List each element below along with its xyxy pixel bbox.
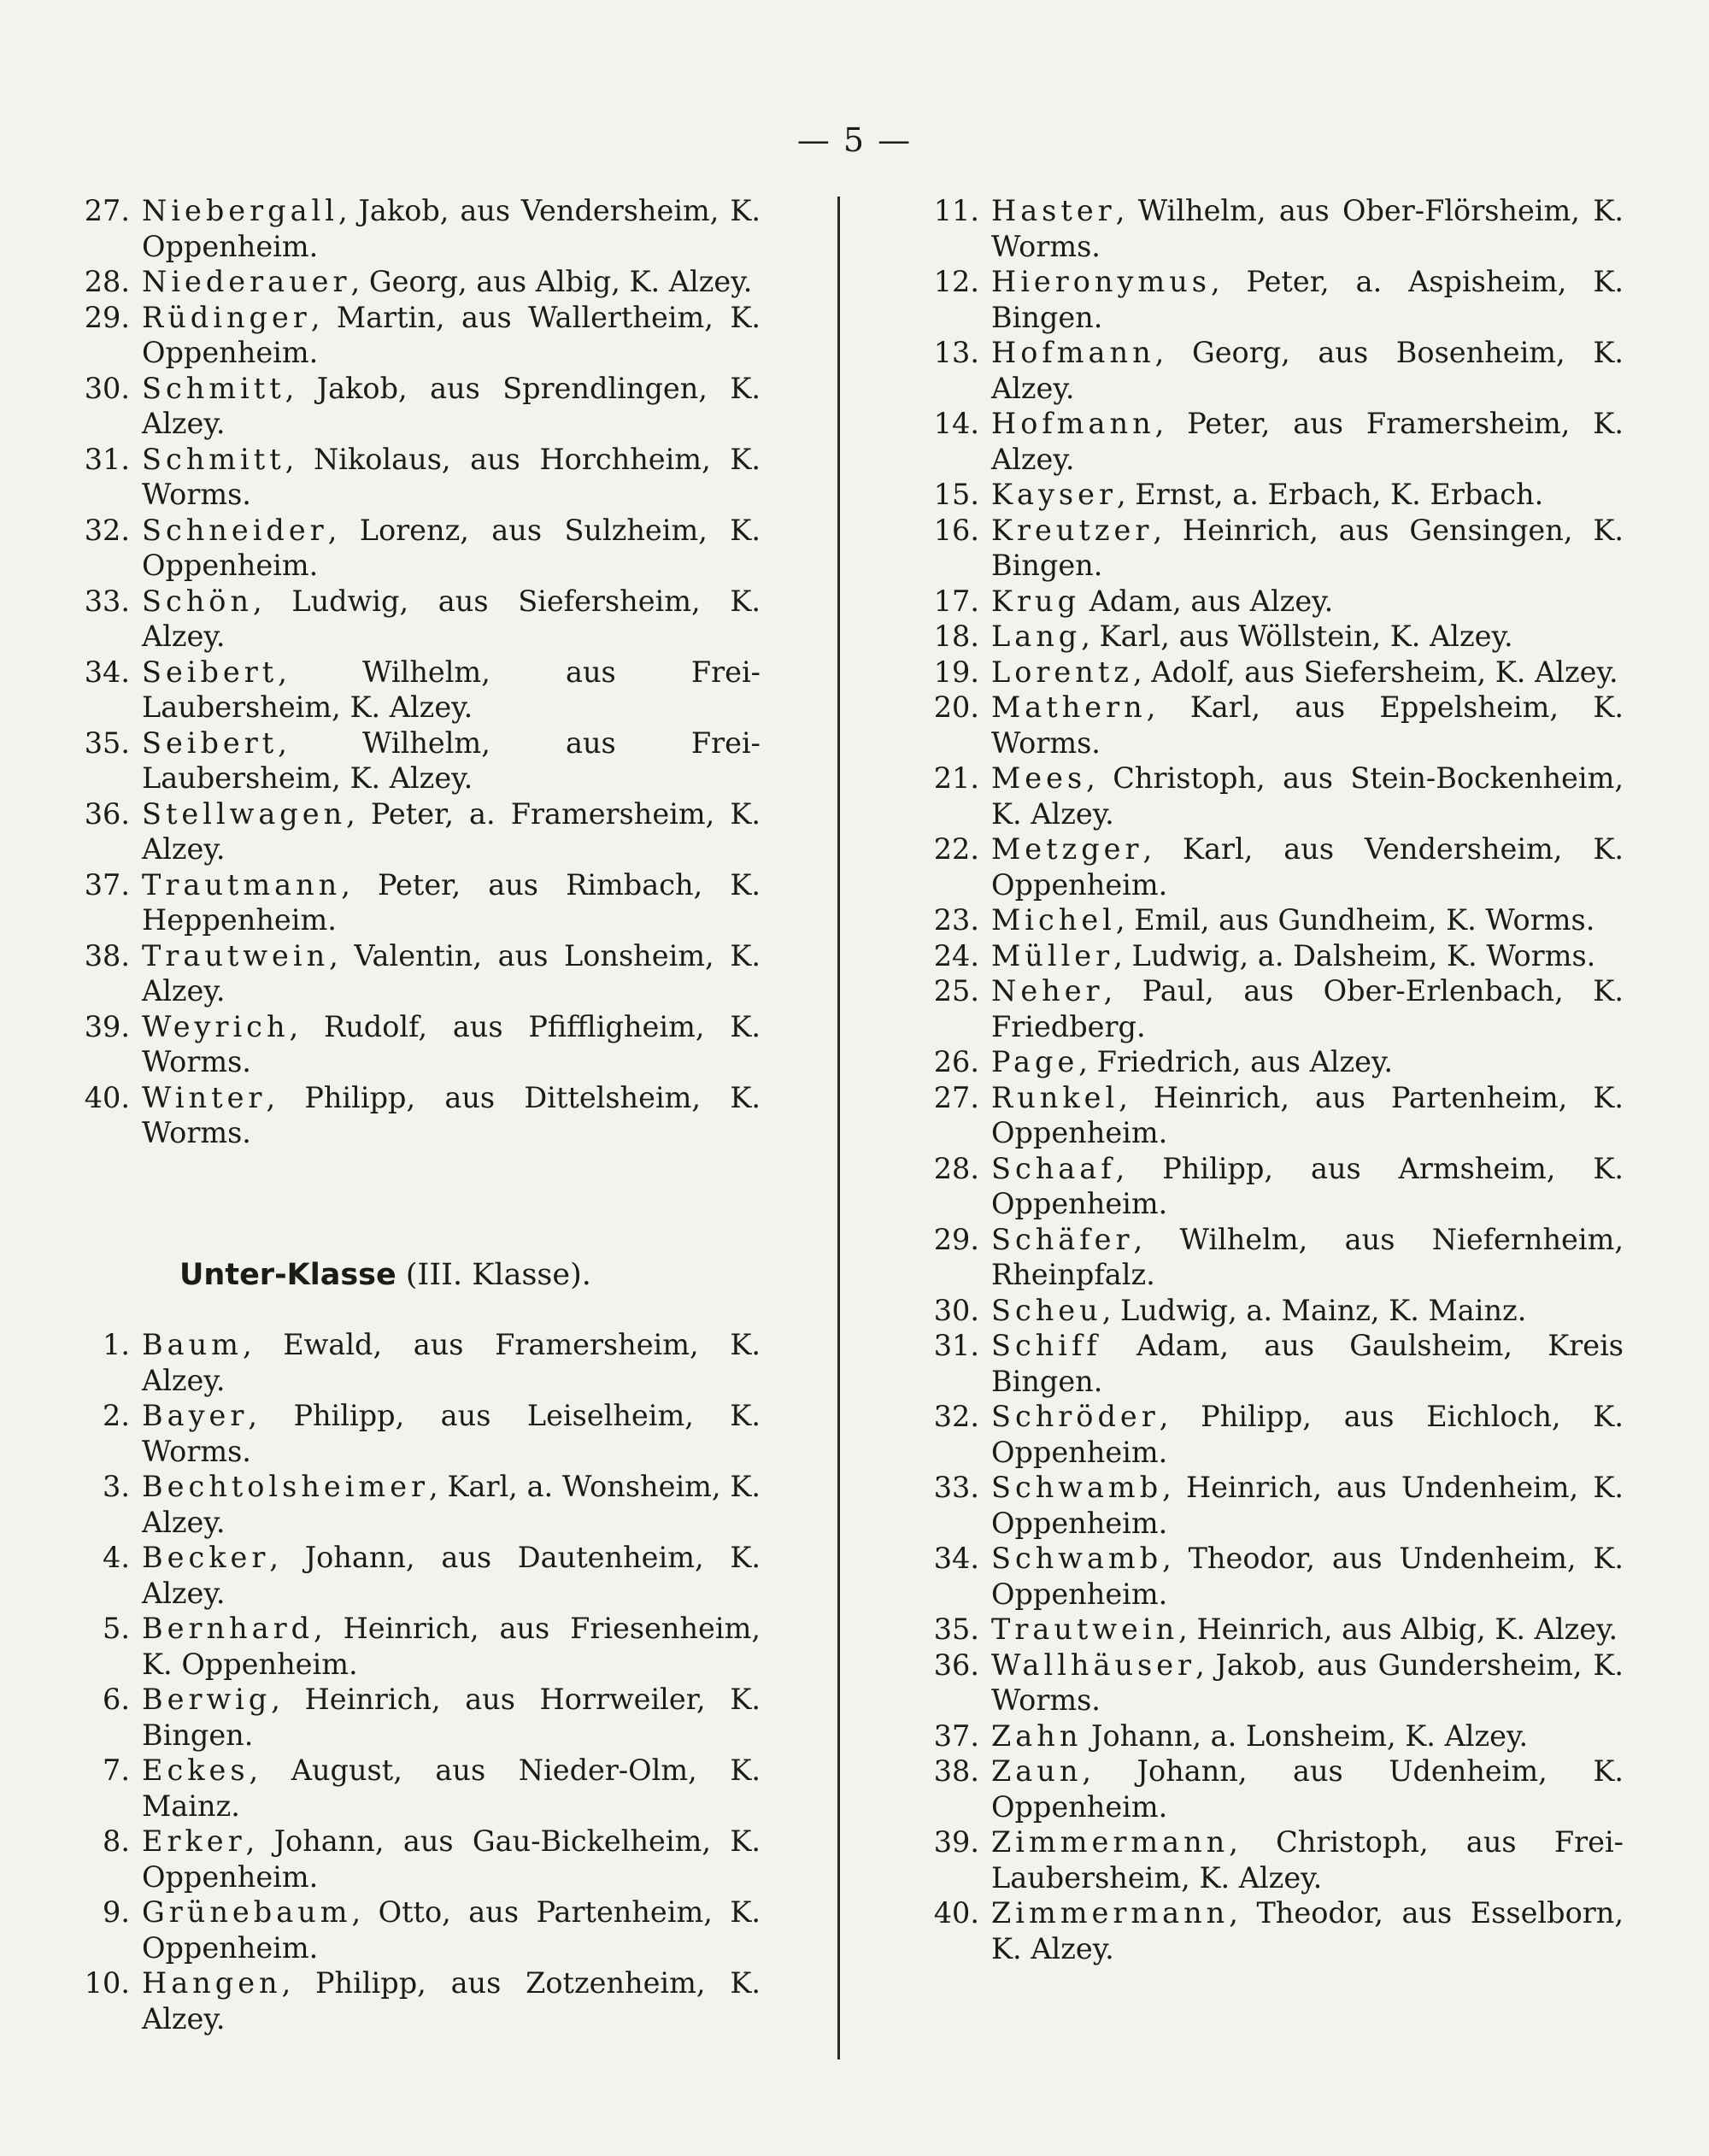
student-entry (68, 300, 761, 371)
entry-text (991, 1222, 1624, 1293)
entry-text (991, 831, 1624, 902)
entry-surname: Scheu (991, 1293, 1102, 1327)
entry-details: , Jakob, aus Vendersheim, K. Oppenheim. (142, 194, 761, 263)
entry-surname: Trautmann (142, 867, 342, 902)
entry-number: 11. (933, 194, 979, 227)
entry-text (142, 1824, 761, 1895)
entry-surname: Zahn (991, 1718, 1083, 1753)
entry-surname: Hofmann (991, 336, 1155, 369)
right-column (918, 193, 1624, 1966)
student-entry (918, 584, 1624, 620)
student-entry (918, 1328, 1624, 1399)
entry-number: 38. (84, 938, 130, 972)
entry-number: 16. (933, 513, 979, 547)
entry-text (991, 902, 1624, 938)
entry-surname: Schröder (991, 1400, 1160, 1433)
entry-details: , Valentin, aus Lonsheim, K. Alzey. (142, 938, 761, 1008)
entry-details: , Georg, aus Bosenheim, K. Alzey. (991, 336, 1624, 405)
entry-details: , Philipp, aus Dittelsheim, K. Worms. (142, 1080, 761, 1149)
entry-text (991, 1080, 1624, 1151)
entry-text (991, 1293, 1624, 1329)
entry-number: 8. (103, 1824, 130, 1858)
entry-details: , Johann, aus Dautenheim, K. Alzey. (142, 1541, 761, 1610)
entry-surname: Zimmermann (991, 1896, 1230, 1930)
entry-details: , Ludwig, a. Dalsheim, K. Worms. (1113, 938, 1596, 972)
entry-number: 19. (933, 655, 979, 689)
entry-details: , Philipp, aus Eichloch, K. Oppenheim. (991, 1400, 1624, 1469)
entry-surname: Lang (991, 620, 1082, 653)
student-entry (918, 1612, 1624, 1648)
entry-details: Johann, a. Lonsheim, K. Alzey. (1082, 1718, 1529, 1753)
entry-text (142, 300, 761, 371)
entry-number: 28. (84, 265, 130, 298)
entry-surname: Zimmermann (991, 1825, 1230, 1859)
entry-number: 3. (103, 1470, 130, 1503)
entry-details: , Philipp, aus Leiselheim, K. Worms. (142, 1399, 761, 1468)
student-entry (918, 1399, 1624, 1470)
entry-text (991, 406, 1624, 477)
student-entry (68, 1080, 761, 1151)
entry-text (991, 938, 1624, 974)
student-entry (68, 726, 761, 796)
page-number: — 5 — (796, 121, 913, 159)
entry-surname: Michel (991, 903, 1116, 937)
entry-number: 33. (933, 1471, 979, 1504)
student-entry (918, 1222, 1624, 1293)
student-entry (918, 193, 1624, 264)
entry-number: 17. (933, 584, 979, 618)
entry-surname: Rüdinger (142, 300, 311, 334)
entry-surname: Bechtolsheimer (142, 1470, 430, 1503)
entry-details: , Otto, aus Partenheim, K. Oppenheim. (142, 1895, 761, 1965)
entry-text (142, 442, 761, 513)
entry-number: 35. (84, 726, 130, 760)
entry-details: , Karl, aus Vendersheim, K. Oppenheim. (991, 832, 1624, 902)
student-entry (68, 1009, 761, 1080)
entry-text (142, 1327, 761, 1398)
entry-number: 36. (933, 1648, 979, 1682)
student-entry (68, 796, 761, 867)
entry-text (991, 1470, 1624, 1541)
entry-text (142, 1753, 761, 1824)
entry-surname: Trautwein (142, 938, 330, 972)
student-entry (918, 973, 1624, 1044)
entry-details: , Lorenz, aus Sulzheim, K. Oppenheim. (142, 513, 761, 582)
entry-details: , Martin, aus Wallertheim, K. Oppenheim. (142, 300, 761, 369)
entry-text (991, 1328, 1624, 1399)
entry-details: , Heinrich, aus Friesenheim, K. Oppenheim. (142, 1612, 761, 1681)
student-entry (68, 655, 761, 726)
entry-details: , Karl, aus Eppelsheim, K. Worms. (991, 690, 1624, 760)
student-entry (918, 1044, 1624, 1080)
student-entry (68, 1753, 761, 1824)
student-entry (918, 902, 1624, 938)
student-entry (918, 1151, 1624, 1222)
entry-surname: Kayser (991, 478, 1117, 511)
entry-text (991, 335, 1624, 406)
entry-text (142, 1080, 761, 1151)
entry-text (142, 1398, 761, 1469)
entry-surname: Stellwagen (142, 796, 347, 831)
entry-number: 2. (103, 1399, 130, 1432)
entry-number: 32. (933, 1400, 979, 1433)
entry-text (991, 513, 1624, 584)
student-entry (68, 1965, 761, 2036)
student-entry (68, 1611, 761, 1682)
entry-surname: Zaun (991, 1754, 1083, 1788)
entry-text (142, 1540, 761, 1611)
entry-details: , Ewald, aus Framersheim, K. Alzey. (142, 1328, 761, 1397)
entry-details: , Philipp, aus Zotzenheim, K. Alzey. (142, 1966, 761, 2036)
entry-surname: Becker (142, 1541, 270, 1574)
entry-surname: Metzger (991, 832, 1143, 866)
entry-details: , Christoph, aus Stein-Bockenheim, K. Alzey. (991, 761, 1624, 831)
entry-surname: Schmitt (142, 371, 285, 405)
student-entry (918, 690, 1624, 761)
entry-text (142, 584, 761, 655)
entry-surname: Mees (991, 761, 1087, 795)
entry-surname: Schäfer (991, 1222, 1134, 1256)
entry-details: , Theodor, aus Undenheim, K. Oppenheim. (991, 1542, 1624, 1611)
entry-number: 14. (933, 407, 979, 440)
entry-details: , Nikolaus, aus Horchheim, K. Worms. (142, 442, 761, 511)
entry-details: , Georg, aus Albig, K. Alzey. (350, 265, 753, 298)
student-entry (918, 477, 1624, 513)
student-entry (68, 193, 761, 264)
student-entry (68, 584, 761, 655)
entry-text (142, 1009, 761, 1080)
entry-surname: Schön (142, 584, 254, 618)
entry-details: , Adolf, aus Siefersheim, K. Alzey. (1132, 655, 1618, 689)
student-entry (918, 264, 1624, 335)
entry-text (991, 1044, 1624, 1080)
entry-text (142, 867, 761, 938)
student-entry (68, 867, 761, 938)
student-entry (918, 1541, 1624, 1612)
entry-details: Adam, aus Alzey. (1080, 584, 1334, 618)
entry-details: , Heinrich, aus Horrweiler, K. Bingen. (142, 1683, 761, 1752)
student-entry (68, 1895, 761, 1965)
entry-surname: Schwamb (991, 1542, 1163, 1575)
entry-number: 37. (933, 1718, 979, 1753)
entry-details: , Peter, a. Aspisheim, K. Bingen. (991, 265, 1624, 334)
entry-details: , Ludwig, a. Mainz, K. Mainz. (1101, 1293, 1527, 1327)
entry-surname: Runkel (991, 1080, 1119, 1114)
student-entry (918, 1293, 1624, 1329)
entry-number: 35. (933, 1613, 979, 1646)
entry-details: , Peter, aus Rimbach, K. Heppenheim. (142, 867, 761, 937)
entry-number: 36. (84, 796, 130, 831)
entry-details: , Karl, aus Wöllstein, K. Alzey. (1081, 620, 1513, 653)
entry-surname: Erker (142, 1824, 246, 1858)
entry-details: , Rudolf, aus Pfiffligheim, K. Worms. (142, 1009, 761, 1078)
entry-details: , Wilhelm, aus Niefernheim, Rheinpfalz. (991, 1222, 1624, 1291)
student-entry (918, 1754, 1624, 1824)
entry-details: , Jakob, aus Sprendlingen, K. Alzey. (142, 371, 761, 440)
entry-surname: Baum (142, 1328, 243, 1361)
entry-number: 24. (933, 938, 979, 972)
student-entry (918, 1080, 1624, 1151)
entry-number: 21. (933, 761, 979, 795)
student-entry (918, 619, 1624, 655)
entry-surname: Schneider (142, 513, 328, 547)
entry-text (991, 477, 1624, 513)
entry-text (991, 1754, 1624, 1824)
student-entry (918, 761, 1624, 831)
entry-text (142, 264, 761, 300)
entry-text (991, 1151, 1624, 1222)
entry-number: 32. (84, 513, 130, 547)
section-title: Unter-Klasse (179, 1257, 396, 1292)
column-divider (837, 197, 840, 2059)
entry-surname: Grünebaum (142, 1895, 352, 1929)
entry-text (142, 513, 761, 584)
student-entry (68, 1682, 761, 1753)
student-entry (918, 406, 1624, 477)
entry-text (991, 973, 1624, 1044)
entry-surname: Schaaf (991, 1151, 1116, 1185)
student-entry (918, 655, 1624, 690)
entry-details: , Wilhelm, aus Frei-Laubersheim, K. Alzey. (142, 655, 761, 724)
entry-details: , Philipp, aus Armsheim, K. Oppenheim. (991, 1151, 1624, 1220)
entry-number: 25. (933, 974, 979, 1008)
entry-details: , Jakob, aus Gundersheim, K. Worms. (991, 1648, 1624, 1717)
entry-surname: Seibert (142, 726, 279, 760)
student-entry (918, 938, 1624, 974)
entry-surname: Hangen (142, 1966, 282, 2000)
entry-details: , Theodor, aus Esselborn, K. Alzey. (991, 1896, 1624, 1965)
entry-number: 31. (933, 1329, 979, 1362)
student-entry (68, 1398, 761, 1469)
entry-text (142, 1469, 761, 1540)
entry-details: , Peter, aus Framersheim, K. Alzey. (991, 407, 1624, 476)
student-entry (918, 335, 1624, 406)
entry-surname: Hofmann (991, 407, 1155, 440)
entry-details: Adam, aus Gaulsheim, Kreis Bingen. (991, 1329, 1624, 1398)
entry-details: , Ernst, a. Erbach, K. Erbach. (1116, 478, 1544, 511)
student-entry (918, 1470, 1624, 1541)
entry-text (991, 1541, 1624, 1612)
entry-details: , Emil, aus Gundheim, K. Worms. (1115, 903, 1595, 937)
entry-number: 26. (933, 1045, 979, 1078)
entry-text (142, 726, 761, 796)
entry-surname: Neher (991, 974, 1104, 1008)
entry-number: 30. (84, 371, 130, 405)
entry-text (991, 1718, 1624, 1754)
entry-surname: Schwamb (991, 1471, 1163, 1504)
entry-text (991, 1824, 1624, 1895)
entry-number: 22. (933, 832, 979, 866)
entry-number: 27. (933, 1080, 979, 1114)
entry-surname: Schiff (991, 1329, 1101, 1362)
student-entry (68, 1327, 761, 1398)
entry-surname: Lorentz (991, 655, 1133, 689)
student-entry (918, 831, 1624, 902)
entry-surname: Mathern (991, 690, 1147, 724)
student-entry (68, 1824, 761, 1895)
entry-number: 7. (103, 1754, 130, 1787)
entry-text (142, 1611, 761, 1682)
entry-text (142, 1965, 761, 2036)
entry-details: , Karl, a. Wonsheim, K. Alzey. (142, 1470, 761, 1539)
entry-text (991, 1612, 1624, 1648)
entry-text (991, 619, 1624, 655)
entry-surname: Niebergall (142, 194, 338, 227)
student-entry (68, 1540, 761, 1611)
entry-text (991, 264, 1624, 335)
entry-number: 27. (84, 194, 130, 227)
left-column (68, 193, 761, 2036)
entry-number: 6. (103, 1683, 130, 1716)
entry-surname: Weyrich (142, 1009, 290, 1043)
student-entry (68, 371, 761, 442)
entry-surname: Eckes (142, 1754, 250, 1787)
entry-number: 1. (103, 1328, 130, 1361)
entry-surname: Bayer (142, 1399, 249, 1432)
entry-details: , August, aus Nieder-Olm, K. Mainz. (142, 1754, 761, 1823)
entry-text (991, 655, 1624, 690)
entry-number: 39. (933, 1825, 979, 1859)
entry-text (991, 1648, 1624, 1718)
entry-number: 40. (933, 1896, 979, 1930)
student-entry (918, 1824, 1624, 1895)
entry-details: , Wilhelm, aus Frei-Laubersheim, K. Alzey. (142, 726, 761, 795)
entry-surname: Seibert (142, 655, 279, 689)
entry-text (142, 655, 761, 726)
section-subtitle: (III. Klasse). (396, 1257, 591, 1292)
entry-details: , Heinrich, aus Gensingen, K. Bingen. (991, 513, 1624, 582)
entry-surname: Trautwein (991, 1613, 1179, 1646)
entry-number: 37. (84, 867, 130, 902)
entry-number: 39. (84, 1009, 130, 1043)
student-entry (918, 513, 1624, 584)
entry-text (142, 193, 761, 264)
entry-text (991, 193, 1624, 264)
entry-number: 12. (933, 265, 979, 298)
entry-surname: Hieronymus (991, 265, 1211, 298)
entry-details: , Christoph, aus Frei-Laubersheim, K. Alzey. (991, 1825, 1624, 1895)
entry-surname: Haster (991, 194, 1116, 227)
entry-number: 18. (933, 620, 979, 653)
entry-details: , Johann, aus Udenheim, K. Oppenheim. (991, 1754, 1624, 1824)
entry-surname: Schmitt (142, 442, 285, 476)
entry-text (142, 1682, 761, 1753)
entry-surname: Page (991, 1045, 1079, 1078)
entry-number: 40. (84, 1080, 130, 1114)
entry-text (991, 584, 1624, 620)
entry-details: , Johann, aus Gau-Bickelheim, K. Oppenheim. (142, 1824, 761, 1894)
entry-details: , Heinrich, aus Albig, K. Alzey. (1178, 1613, 1618, 1646)
entry-text (142, 371, 761, 442)
entry-number: 29. (933, 1222, 979, 1256)
entry-text (991, 690, 1624, 761)
entry-surname: Wallhäuser (991, 1648, 1196, 1682)
student-entry (68, 1469, 761, 1540)
student-entry (918, 1648, 1624, 1718)
entry-number: 29. (84, 300, 130, 334)
student-entry (918, 1718, 1624, 1754)
entry-details: , Ludwig, aus Siefersheim, K. Alzey. (142, 584, 761, 653)
entry-number: 5. (103, 1612, 130, 1645)
entry-surname: Müller (991, 938, 1114, 972)
student-entry (68, 264, 761, 300)
entry-number: 4. (103, 1541, 130, 1574)
entry-details: , Peter, a. Framersheim, K. Alzey. (142, 796, 761, 866)
entry-surname: Berwig (142, 1683, 272, 1716)
entry-number: 15. (933, 478, 979, 511)
entry-number: 31. (84, 442, 130, 476)
entry-surname: Bernhard (142, 1612, 314, 1645)
student-list-upper-class (68, 193, 761, 1151)
entry-details: , Heinrich, aus Undenheim, K. Oppenheim. (991, 1471, 1624, 1540)
entry-number: 13. (933, 336, 979, 369)
student-entry (918, 1895, 1624, 1966)
entry-surname: Kreutzer (991, 513, 1154, 547)
entry-number: 10. (84, 1966, 130, 2000)
student-list-lower-class (68, 1327, 761, 2036)
entry-details: , Paul, aus Ober-Erlenbach, K. Friedberg. (991, 974, 1624, 1043)
entry-number: 9. (103, 1895, 130, 1929)
section-heading (68, 1258, 761, 1294)
entry-text (142, 796, 761, 867)
entry-number: 34. (933, 1542, 979, 1575)
entry-details: , Friedrich, aus Alzey. (1078, 1045, 1394, 1078)
entry-details: , Wilhelm, aus Ober-Flörsheim, K. Worms. (991, 194, 1624, 263)
student-entry (68, 442, 761, 513)
entry-surname: Winter (142, 1080, 267, 1114)
entry-text (991, 1895, 1624, 1966)
entry-number: 33. (84, 584, 130, 618)
entry-number: 38. (933, 1754, 979, 1788)
entry-surname: Krug (991, 584, 1081, 618)
entry-number: 34. (84, 655, 130, 689)
entry-number: 28. (933, 1151, 979, 1185)
entry-number: 30. (933, 1293, 979, 1327)
entry-details: , Heinrich, aus Partenheim, K. Oppenheim. (991, 1080, 1624, 1149)
entry-text (142, 938, 761, 1009)
student-entry (68, 938, 761, 1009)
entry-number: 20. (933, 690, 979, 724)
student-entry (68, 513, 761, 584)
entry-text (142, 1895, 761, 1965)
entry-surname: Niederauer (142, 265, 351, 298)
entry-text (991, 761, 1624, 831)
entry-number: 23. (933, 903, 979, 937)
entry-text (991, 1399, 1624, 1470)
